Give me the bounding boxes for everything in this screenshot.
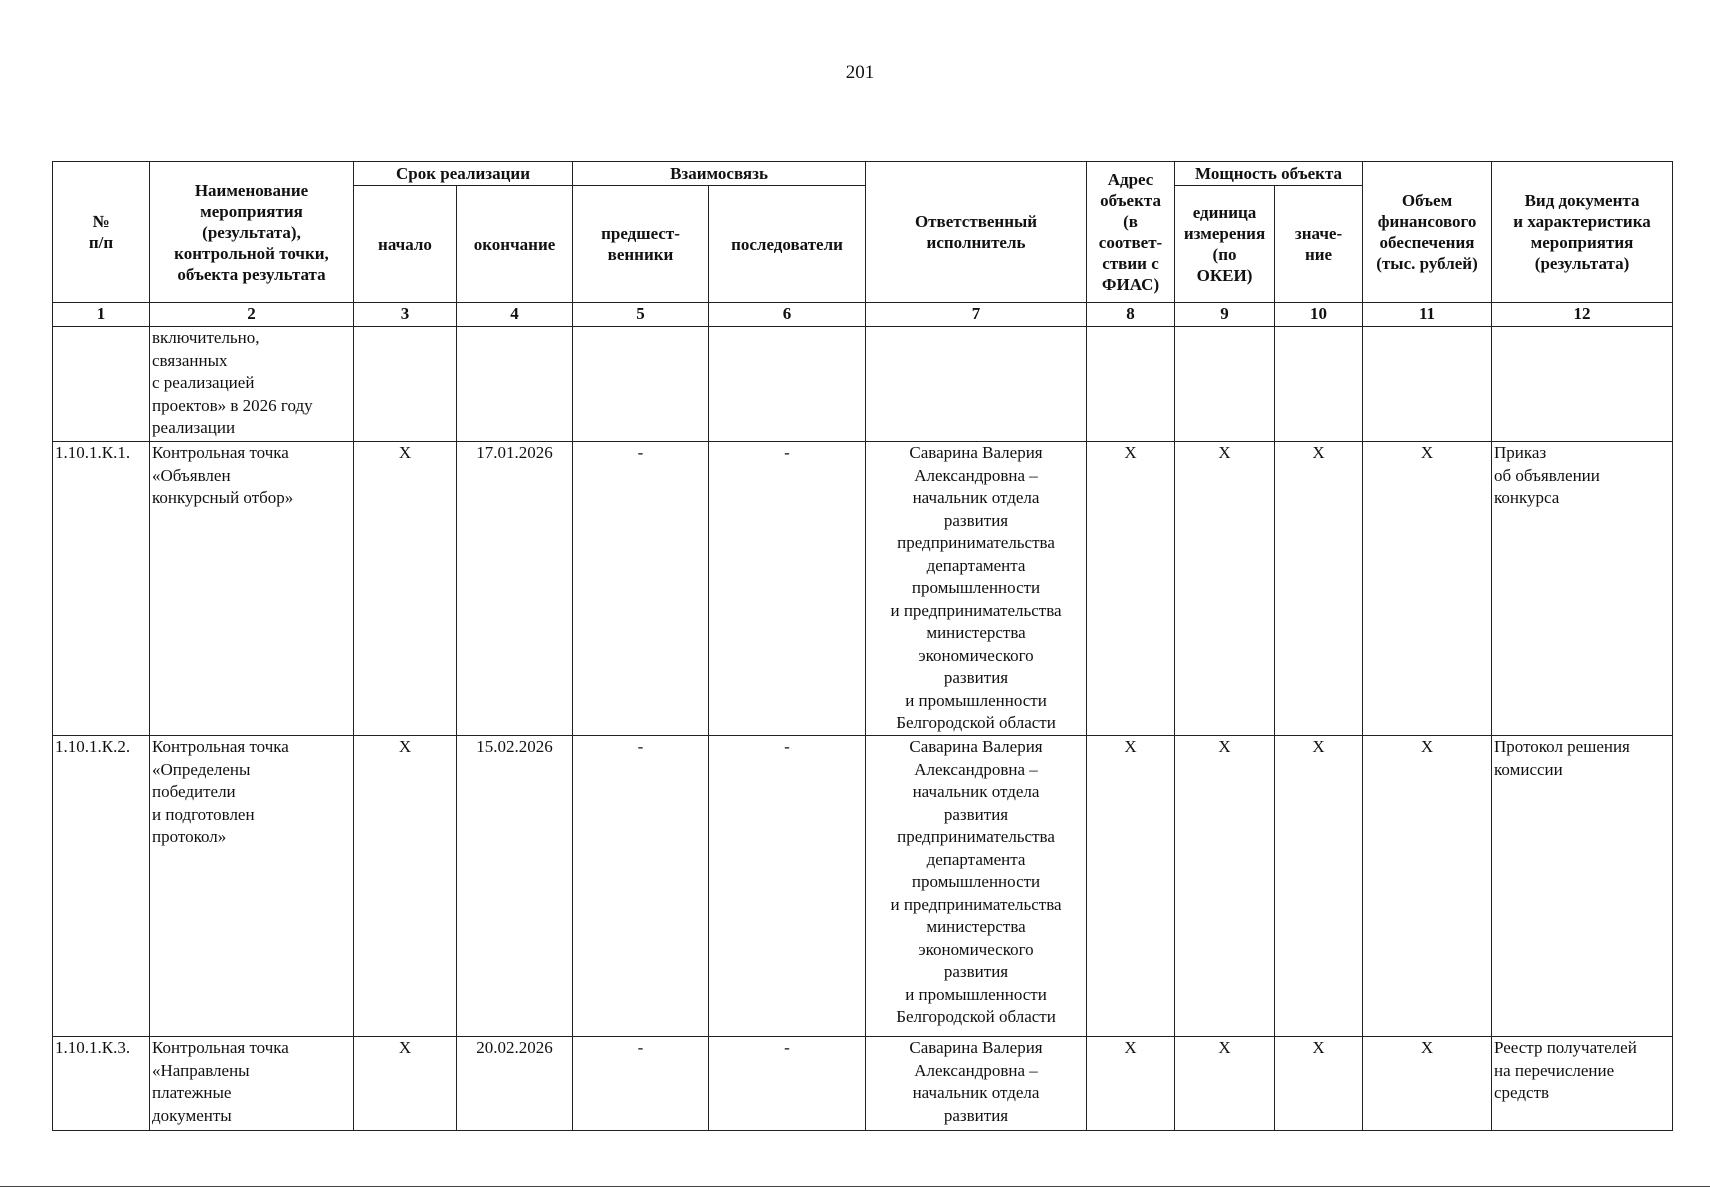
header-capacity-unit: единица измерения (по ОКЕИ) [1175, 186, 1275, 303]
column-number: 12 [1492, 303, 1673, 327]
header-num: № п/п [53, 162, 150, 303]
row-finance: X [1363, 442, 1492, 736]
row-unit: X [1175, 1037, 1275, 1131]
row-value: X [1275, 736, 1363, 1037]
row-responsible: Саварина Валерия Александровна – начальник отдела развития предпринимательства департамента промышленности и предпринимательства министерства экономического развития и промышленности Белгородской области [866, 442, 1087, 736]
column-number: 2 [150, 303, 354, 327]
column-number: 1 [53, 303, 150, 327]
table-header [53, 162, 1673, 303]
row-number: 1.10.1.К.1. [53, 442, 150, 736]
column-number: 8 [1087, 303, 1175, 327]
header-link-group: Взаимосвязь [573, 162, 866, 186]
column-number: 5 [573, 303, 709, 327]
continuation-name: включительно, связанных с реализацией проектов» в 2026 году реализации [150, 327, 354, 442]
row-doc: Приказ об объявлении конкурса [1492, 442, 1673, 736]
row-address: X [1087, 736, 1175, 1037]
row-predecessors: - [573, 1037, 709, 1131]
column-number: 6 [709, 303, 866, 327]
header-link-succ: последователи [709, 186, 866, 303]
row-end: 17.01.2026 [457, 442, 573, 736]
row-value: X [1275, 442, 1363, 736]
row-start: X [354, 442, 457, 736]
column-number: 9 [1175, 303, 1275, 327]
row-unit: X [1175, 442, 1275, 736]
row-name: Контрольная точка «Определены победители и подготовлен протокол» [150, 736, 354, 1037]
activities-table [52, 161, 1673, 1131]
row-predecessors: - [573, 442, 709, 736]
row-unit: X [1175, 736, 1275, 1037]
column-numbers-row [53, 303, 1673, 327]
row-responsible: Саварина Валерия Александровна – начальник отдела развития предпринимательства департамента промышленности и предпринимательства министерства экономического развития и промышленности Белгородской области [866, 736, 1087, 1037]
row-value: X [1275, 1037, 1363, 1131]
header-address: Адрес объекта (в соответ- ствии с ФИАС) [1087, 162, 1175, 303]
row-predecessors: - [573, 736, 709, 1037]
row-responsible: Саварина Валерия Александровна – начальник отдела развития [866, 1037, 1087, 1131]
header-capacity-value: значе- ние [1275, 186, 1363, 303]
header-finance: Объем финансового обеспечения (тыс. рублей) [1363, 162, 1492, 303]
header-doc-type: Вид документа и характеристика мероприятия (результата) [1492, 162, 1673, 303]
row-address: X [1087, 442, 1175, 736]
header-responsible: Ответственный исполнитель [866, 162, 1087, 303]
row-name: Контрольная точка «Объявлен конкурсный отбор» [150, 442, 354, 736]
continuation-row [53, 327, 1673, 442]
page-number: 201 [845, 62, 875, 83]
row-end: 15.02.2026 [457, 736, 573, 1037]
row-finance: X [1363, 736, 1492, 1037]
row-doc: Протокол решения комиссии [1492, 736, 1673, 1037]
header-name: Наименование мероприятия (результата), контрольной точки, объекта результата [150, 162, 354, 303]
table-row [53, 442, 1673, 736]
table-row [53, 736, 1673, 1037]
row-doc: Реестр получателей на перечисление средств [1492, 1037, 1673, 1131]
row-start: X [354, 1037, 457, 1131]
row-number: 1.10.1.К.3. [53, 1037, 150, 1131]
column-number: 3 [354, 303, 457, 327]
row-start: X [354, 736, 457, 1037]
column-number: 10 [1275, 303, 1363, 327]
row-name: Контрольная точка «Направлены платежные документы [150, 1037, 354, 1131]
column-number: 11 [1363, 303, 1492, 327]
page-bottom-rule [0, 1186, 1710, 1187]
row-finance: X [1363, 1037, 1492, 1131]
table-row [53, 1037, 1673, 1131]
header-term-group: Срок реализации [354, 162, 573, 186]
column-number: 4 [457, 303, 573, 327]
row-end: 20.02.2026 [457, 1037, 573, 1131]
header-term-end: окончание [457, 186, 573, 303]
header-link-pred: предшест- венники [573, 186, 709, 303]
row-address: X [1087, 1037, 1175, 1131]
column-number: 7 [866, 303, 1087, 327]
row-successors: - [709, 442, 866, 736]
header-term-start: начало [354, 186, 457, 303]
row-successors: - [709, 736, 866, 1037]
row-successors: - [709, 1037, 866, 1131]
row-number: 1.10.1.К.2. [53, 736, 150, 1037]
header-capacity-group: Мощность объекта [1175, 162, 1363, 186]
